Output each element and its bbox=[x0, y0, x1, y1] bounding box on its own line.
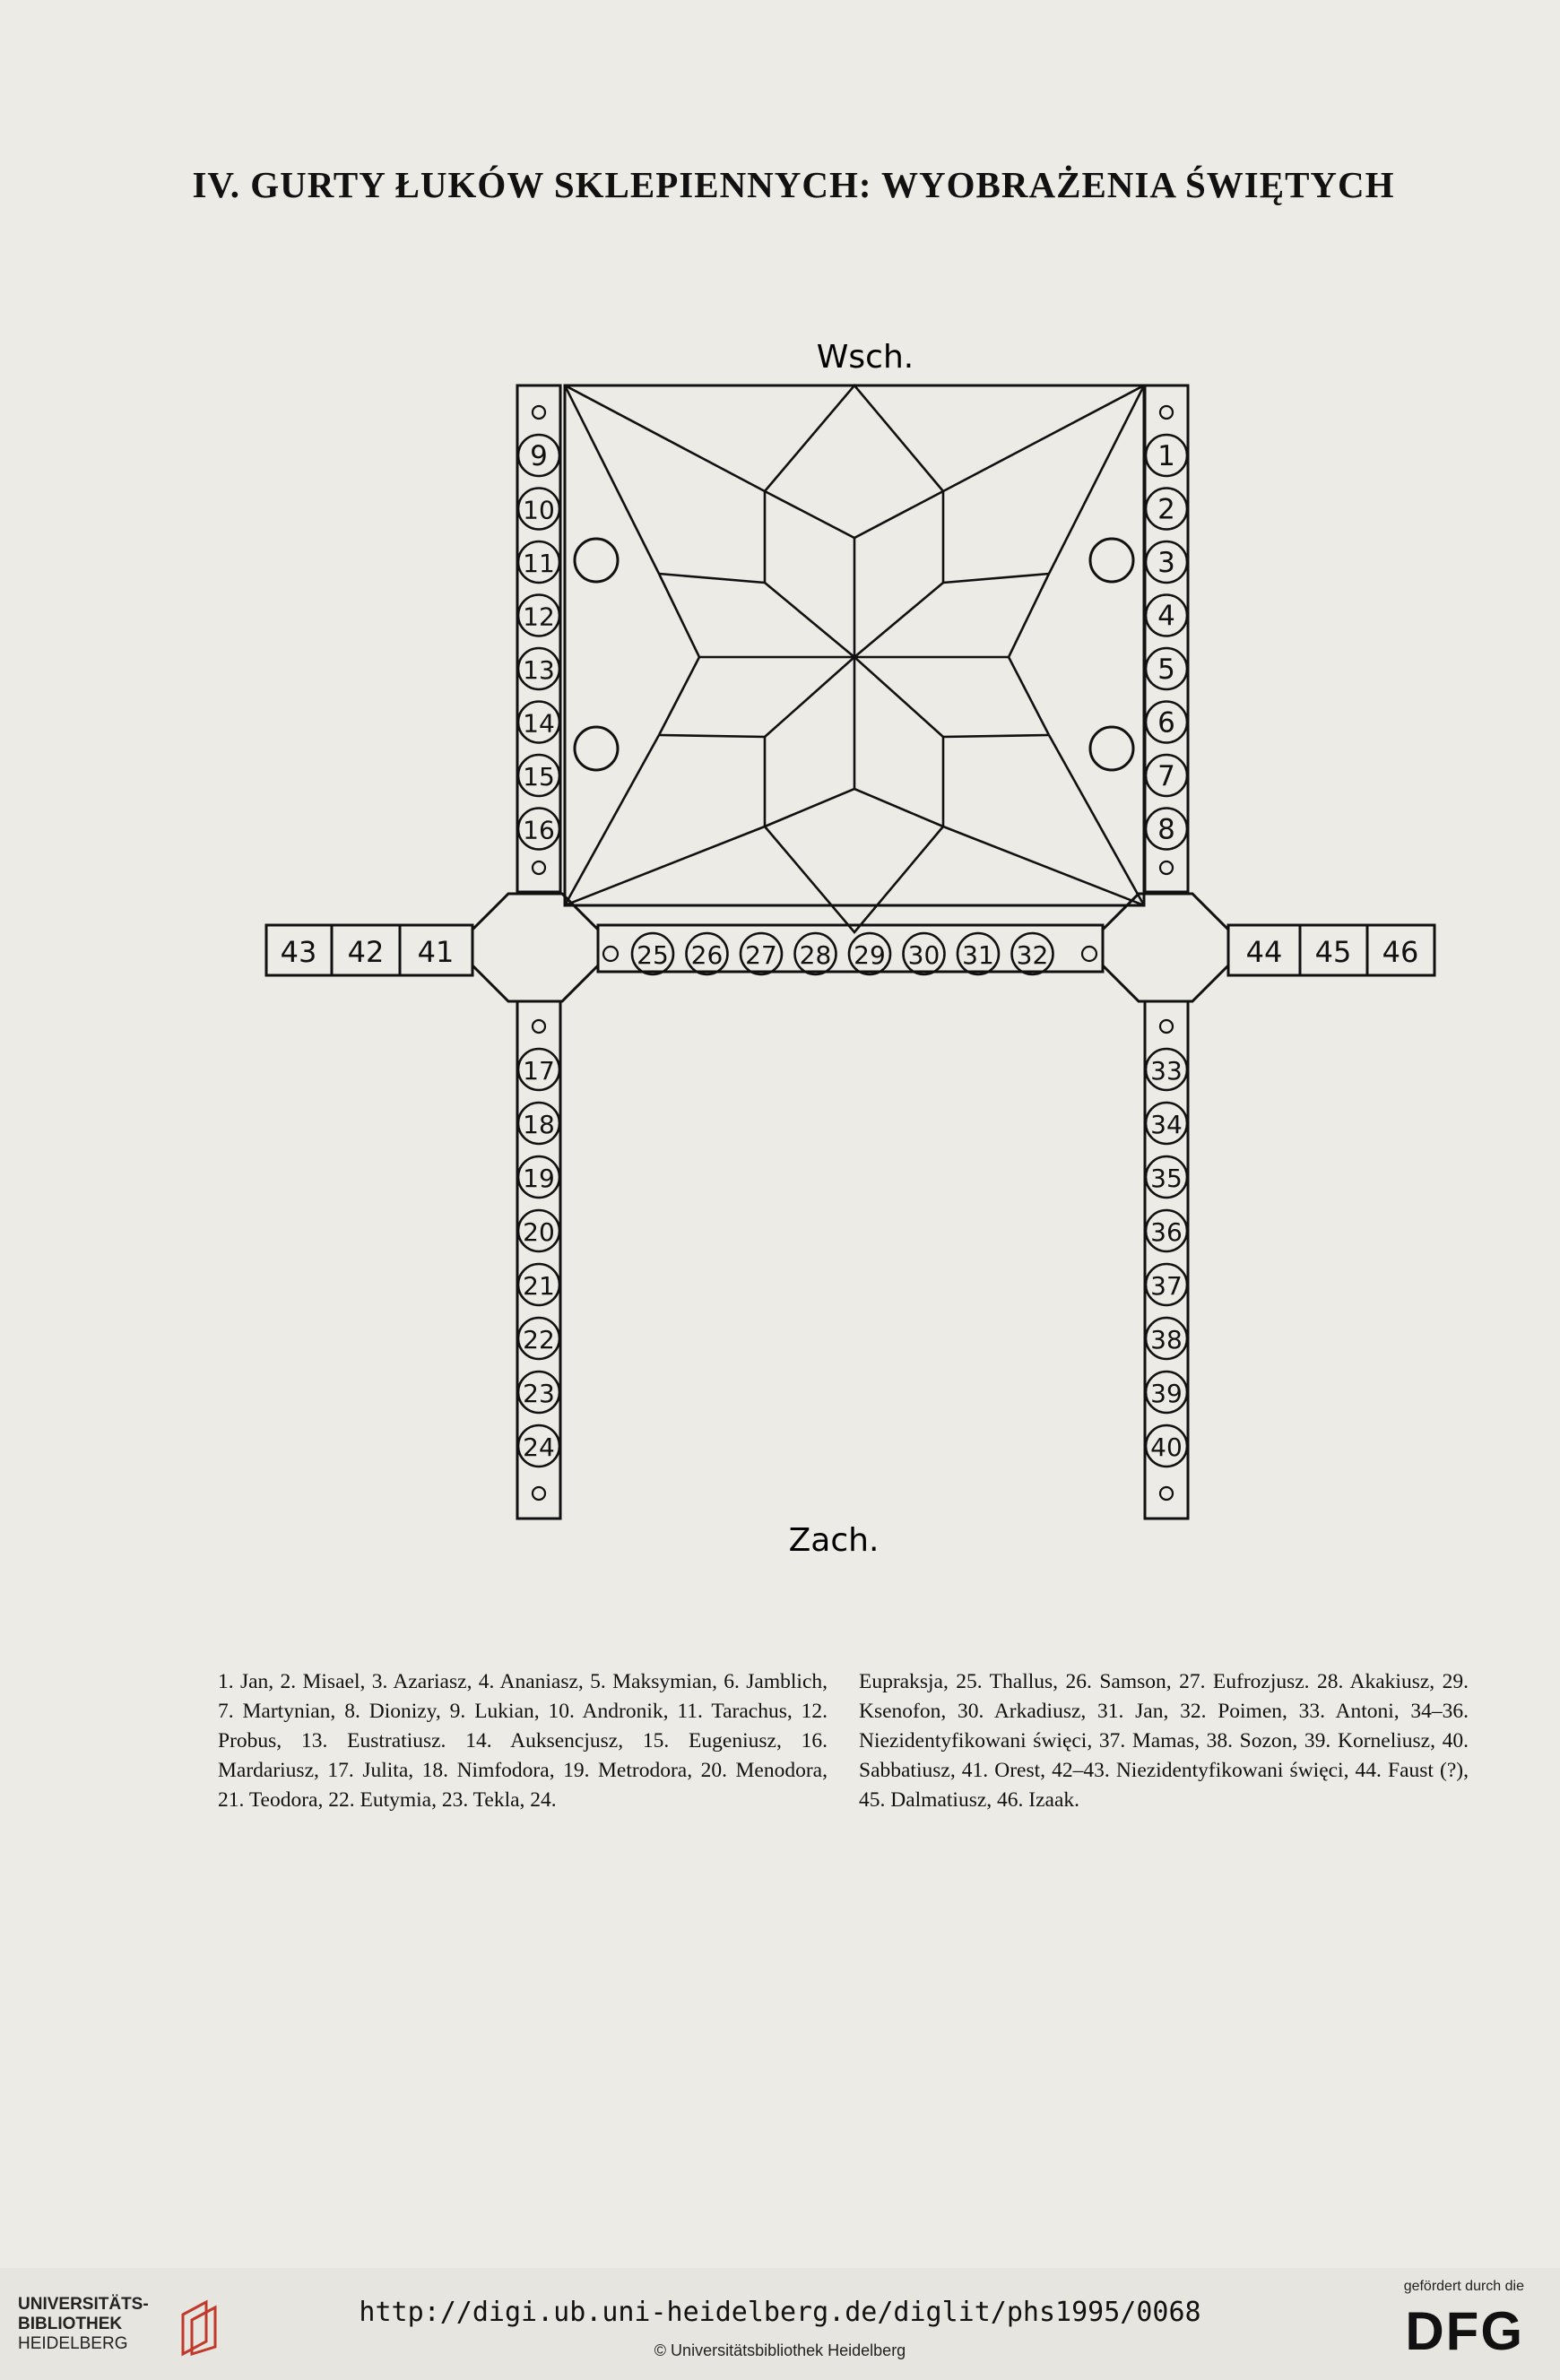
octagon-keystone-right bbox=[1103, 894, 1228, 1001]
library-name-line3: HEIDELBERG bbox=[18, 2334, 128, 2353]
box-number-label: 46 bbox=[1382, 935, 1419, 969]
library-name-line1: UNIVERSITÄTS- bbox=[18, 2295, 149, 2314]
saint-number-label: 17 bbox=[523, 1056, 555, 1086]
saint-number-label: 27 bbox=[745, 940, 777, 970]
saint-number-label: 22 bbox=[523, 1325, 555, 1354]
saint-number-label: 11 bbox=[523, 549, 555, 578]
saint-number-label: 7 bbox=[1157, 760, 1175, 792]
star-vault-pattern bbox=[565, 385, 1144, 932]
saint-number-label: 33 bbox=[1150, 1056, 1183, 1086]
orientation-label-west: Zach. bbox=[788, 1522, 880, 1559]
saint-number-label: 28 bbox=[799, 940, 832, 970]
saint-number-label: 37 bbox=[1150, 1271, 1183, 1301]
footer bbox=[0, 2268, 1560, 2380]
box-number-label: 41 bbox=[417, 935, 455, 969]
dfg-logo: DFG bbox=[1405, 2301, 1524, 2361]
box-number-label: 45 bbox=[1314, 935, 1352, 969]
saint-number-label: 16 bbox=[523, 815, 555, 845]
saint-number-label: 25 bbox=[637, 940, 669, 970]
saint-number-label: 14 bbox=[523, 708, 555, 739]
library-name-line2: BIBLIOTHEK bbox=[18, 2315, 123, 2333]
saint-number-label: 6 bbox=[1157, 706, 1175, 740]
saint-number-label: 20 bbox=[523, 1217, 555, 1247]
saint-number-label: 40 bbox=[1150, 1432, 1183, 1462]
box-number-label: 44 bbox=[1245, 935, 1283, 969]
saint-number-label: 13 bbox=[523, 655, 555, 685]
saint-number-label: 38 bbox=[1150, 1325, 1183, 1354]
footer-copyright: © Universitätsbibliothek Heidelberg bbox=[654, 2341, 906, 2359]
saint-number-label: 31 bbox=[962, 940, 994, 970]
saint-number-label: 5 bbox=[1157, 653, 1175, 686]
saint-number-label: 26 bbox=[690, 940, 724, 970]
boss-circle-upper-right bbox=[1090, 539, 1133, 582]
saint-number-label: 1 bbox=[1157, 440, 1175, 472]
box-number-label: 42 bbox=[347, 935, 385, 969]
footer-url-link[interactable]: http://digi.ub.uni-heidelberg.de/diglit/phs1995/0068 bbox=[359, 2297, 1201, 2328]
saint-number-label: 21 bbox=[523, 1271, 555, 1301]
saint-number-label: 29 bbox=[854, 940, 886, 970]
saint-number-label: 32 bbox=[1016, 940, 1049, 970]
boss-circle-lower-left bbox=[575, 727, 618, 770]
octagon-keystone-left bbox=[472, 894, 598, 1001]
saint-number-label: 2 bbox=[1157, 493, 1175, 526]
orientation-label-east: Wsch. bbox=[816, 339, 914, 376]
saint-number-label: 10 bbox=[523, 495, 555, 525]
saint-number-label: 39 bbox=[1150, 1379, 1183, 1408]
boss-circle-upper-left bbox=[575, 539, 618, 582]
saint-number-label: 4 bbox=[1157, 600, 1175, 633]
saint-number-label: 18 bbox=[523, 1110, 555, 1139]
saint-number-label: 23 bbox=[523, 1379, 555, 1408]
saint-number-label: 15 bbox=[523, 762, 555, 792]
caption-right-column: Eupraksja, 25. Thallus, 26. Samson, 27. Eufrozjusz. 28. Akakiusz, 29. Ksenofon, 30. Arkadiusz, 31. Jan, 32. Poimen, 33. Antoni, 34–36. Niezidentyfikowani święci, 37. Mamas, 38. Sozon, 39. Korneliusz, 40. Sabbatiusz, 41. Orest, 42–43. Niezidentyfikowani święci, 44. Faust (?), 45. Dalmatiusz, 46. Izaak. bbox=[859, 1670, 1469, 1812]
saint-number-label: 34 bbox=[1150, 1110, 1183, 1139]
box-number-label: 43 bbox=[280, 935, 317, 969]
saint-number-label: 35 bbox=[1150, 1164, 1183, 1193]
funding-note: gefördert durch die bbox=[1403, 2279, 1524, 2294]
caption-left-column: 1. Jan, 2. Misael, 3. Azariasz, 4. Ananiasz, 5. Maksymian, 6. Jamblich, 7. Martynian, 8. Dionizy, 9. Lukian, 10. Andronik, 11. Tarachus, 12. Probus, 13. Eustratiusz. 14. Auksencjusz, 15. Eugeniusz, 16. Mardariusz, 17. Julita, 18. Nimfodora, 19. Metrodora, 20. Menodora, 21. Teodora, 22. Eutymia, 23. Tekla, 24. bbox=[218, 1670, 828, 1812]
saint-number-label: 9 bbox=[530, 440, 548, 472]
saint-number-label: 3 bbox=[1157, 547, 1175, 579]
boss-circle-lower-right bbox=[1090, 727, 1133, 770]
saint-number-label: 19 bbox=[523, 1164, 555, 1193]
saint-number-label: 30 bbox=[907, 940, 940, 970]
saint-number-label: 12 bbox=[523, 601, 555, 632]
saint-number-label: 8 bbox=[1157, 813, 1175, 846]
page-title: IV. GURTY ŁUKÓW SKLEPIENNYCH: WYOBRAŻENIA ŚWIĘTYCH bbox=[192, 164, 1395, 205]
saint-number-label: 36 bbox=[1150, 1217, 1183, 1247]
saint-number-label: 24 bbox=[523, 1432, 555, 1462]
